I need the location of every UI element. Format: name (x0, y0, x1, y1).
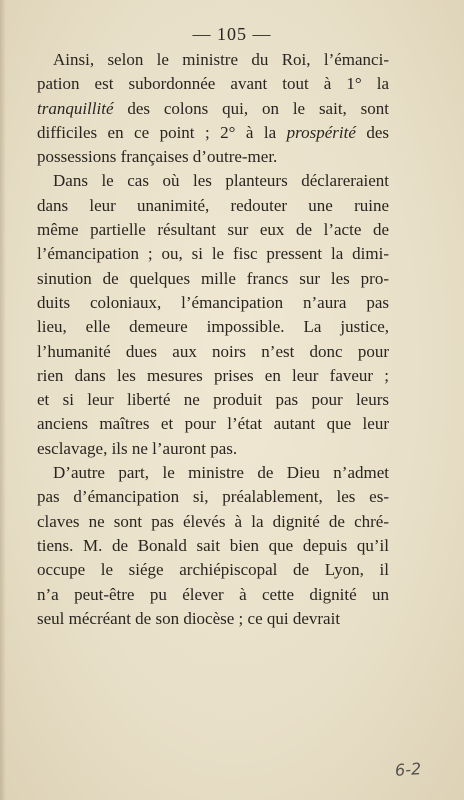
text-line: rien dans les mesures prises en leur faveur ; (37, 365, 389, 385)
text-line: l’émancipation ; ou, si le fisc pressent la dimi- (37, 244, 389, 264)
page-edge-shadow (0, 0, 6, 800)
text-line: D’autre part, le ministre de Dieu n’admet (53, 463, 389, 483)
text-line: n’a peut-être pu élever à cette dignité un (37, 584, 389, 604)
text-line: lieu, elle demeure impossible. La justice, (37, 317, 389, 337)
text-line: difficiles en ce point ; 2° à la prospérité des (37, 122, 389, 142)
text-line: tiens. M. de Bonald sait bien que depuis qu’il (37, 535, 389, 555)
text-line: tranquillité des colons qui, on le sait, sont (37, 98, 389, 118)
text-line: claves ne sont pas élevés à la dignité de chré- (37, 511, 389, 531)
page-number: — 105 — (192, 24, 272, 44)
text-line: Dans le cas où les planteurs déclareraient (53, 171, 389, 191)
text-line: occupe le siége archiépiscopal de Lyon, il (37, 560, 389, 580)
text-line: possessions françaises d’outre-mer. (37, 147, 278, 167)
text-line: même partielle résultant sur eux de l’acte de (37, 220, 389, 240)
text-line: dans leur unanimité, redouter une ruine (37, 195, 389, 215)
text-line: seul mécréant de son diocèse ; ce qui devrait (37, 608, 341, 628)
text-line: anciens maîtres et pour l’état autant que leur (37, 414, 389, 434)
text-line: l’humanité dues aux noirs n’est donc pour (37, 341, 389, 361)
text-line: sinution de quelques mille francs sur les pro- (37, 268, 389, 288)
text-line: pation est subordonnée avant tout à 1° la (37, 74, 389, 94)
body-text (37, 48, 389, 631)
text-line: Ainsi, selon le ministre du Roi, l’émanci- (53, 50, 389, 69)
text-line: et si leur liberté ne produit pas pour leurs (37, 390, 389, 410)
text-line: duits coloniaux, l’émancipation n’aura pas (37, 292, 389, 312)
text-line: pas d’émancipation si, préalablement, les es- (37, 487, 389, 507)
pencil-annotation: 6-2 (394, 759, 422, 780)
text-line: esclavage, ils ne l’auront pas. (37, 438, 238, 458)
